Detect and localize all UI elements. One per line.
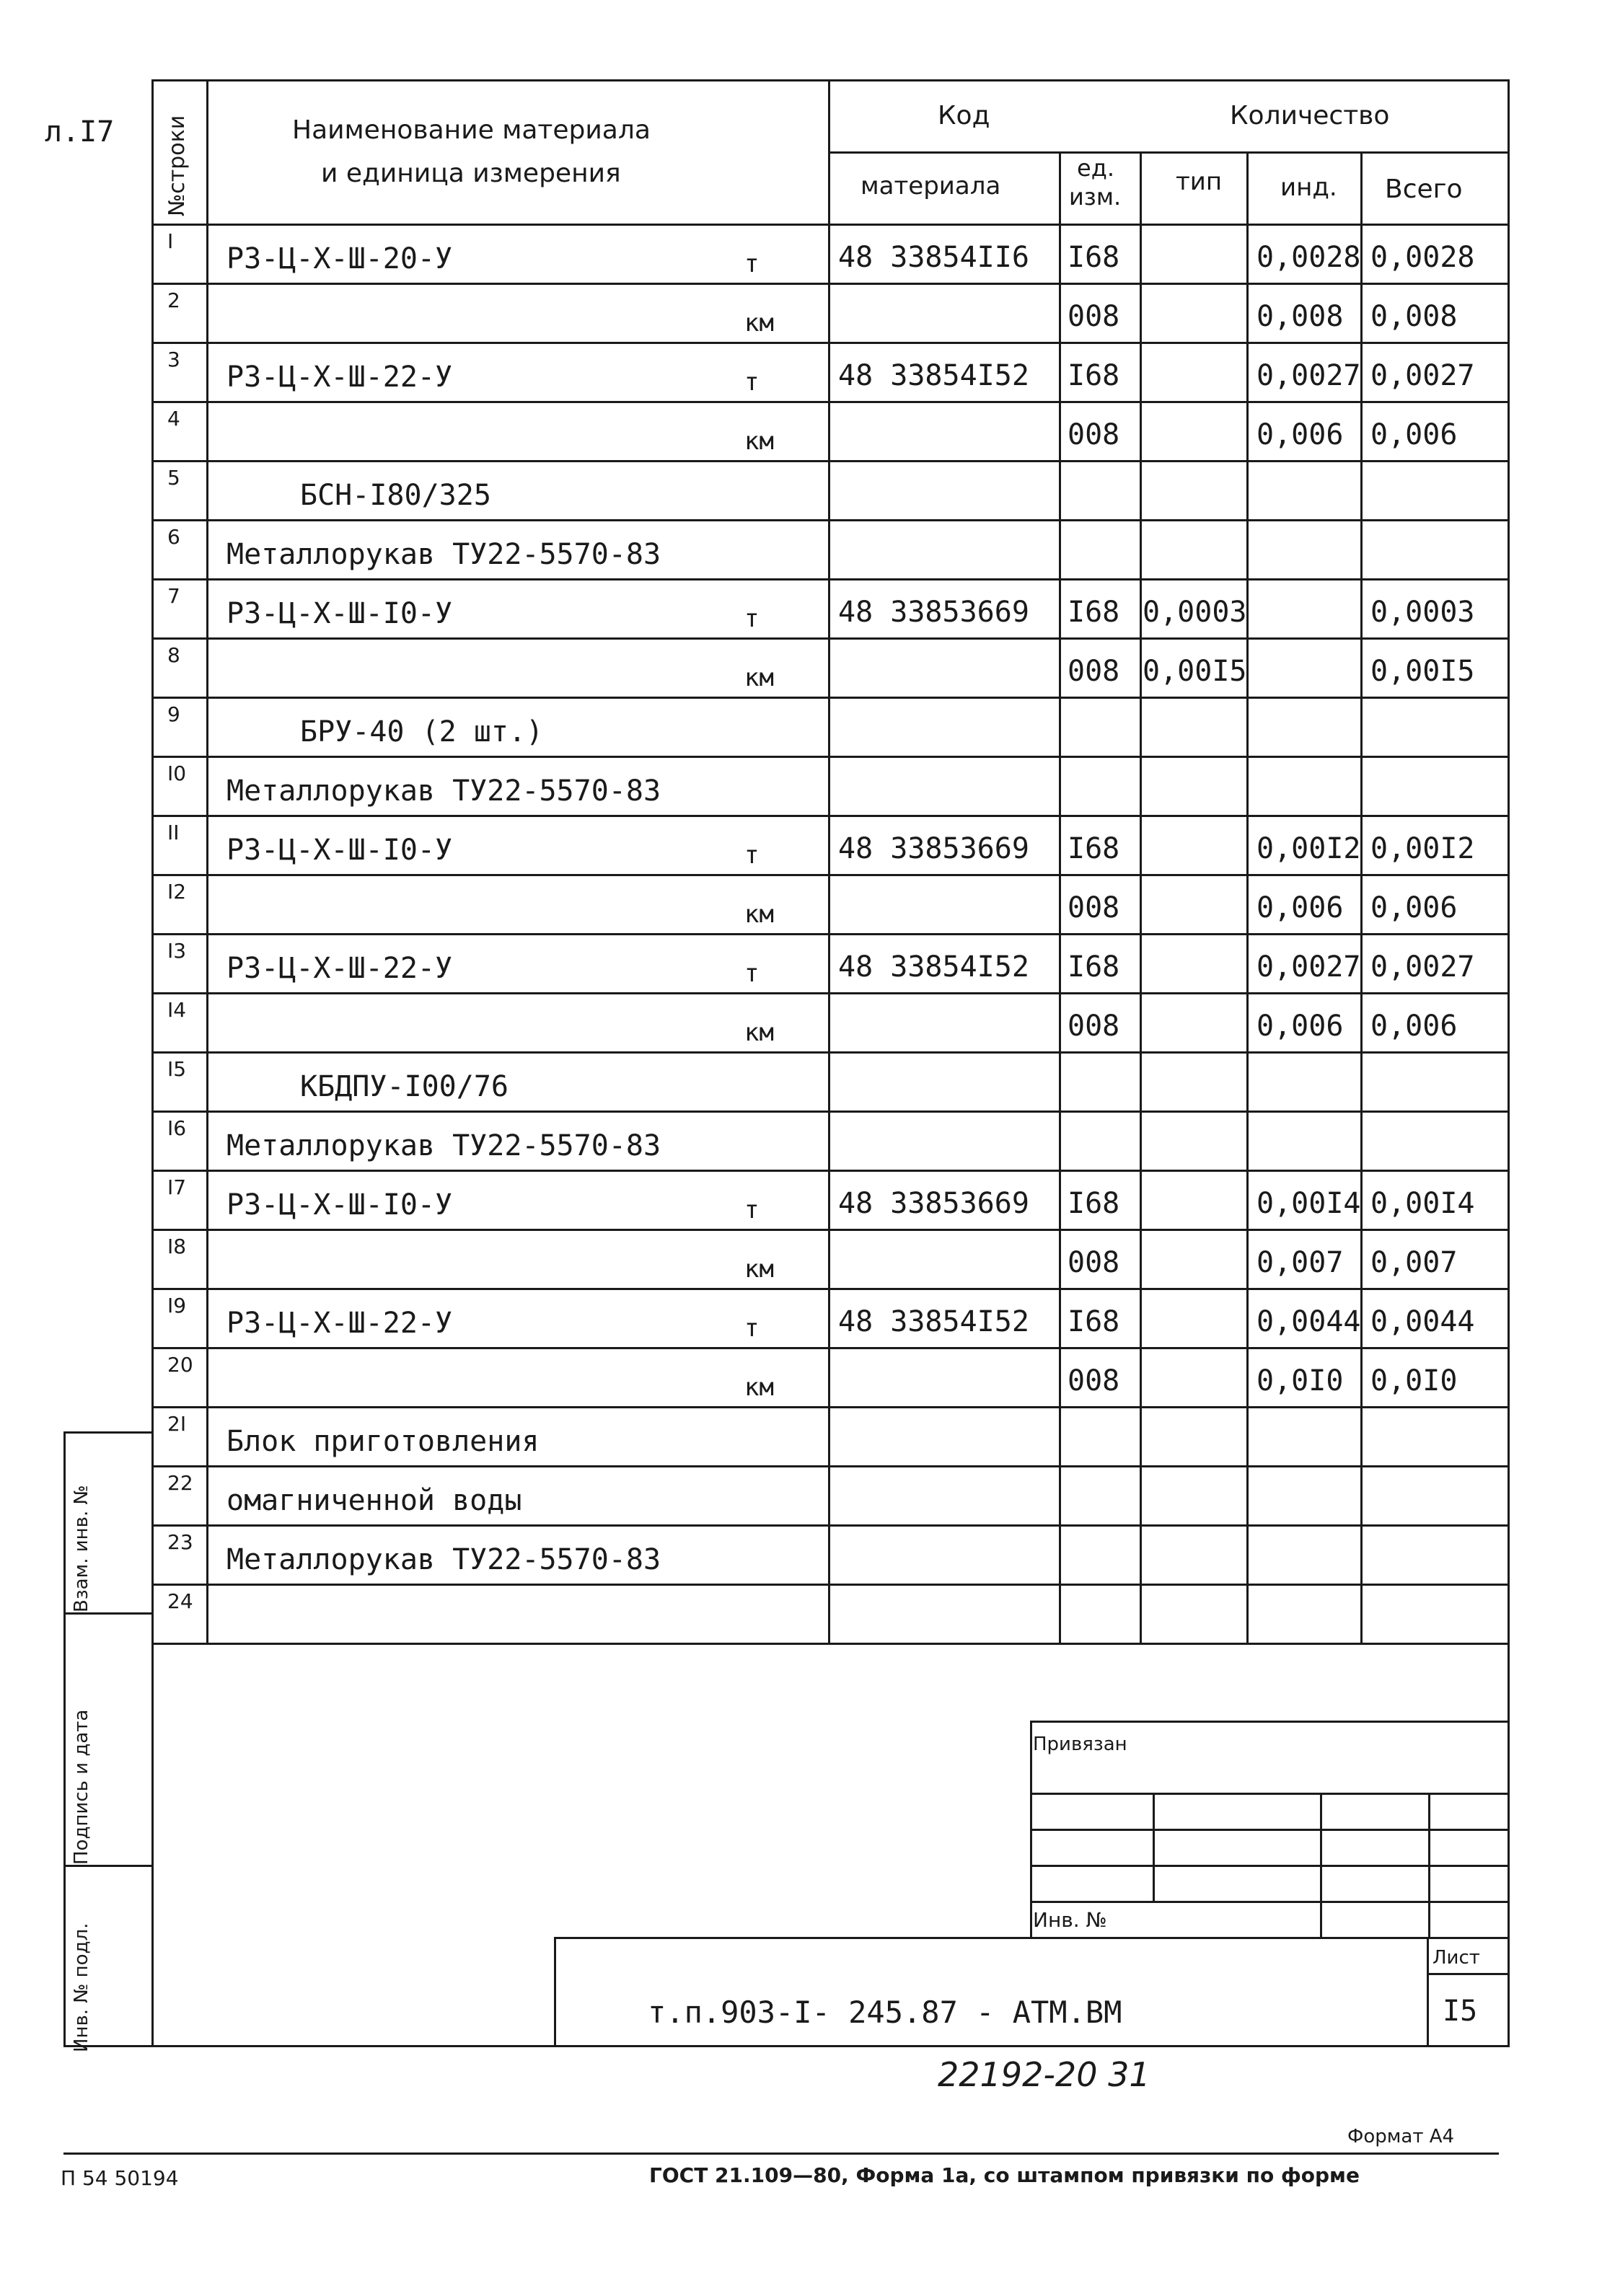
column-line xyxy=(1246,151,1249,1643)
unit-short: км xyxy=(744,427,774,456)
row-number: I0 xyxy=(167,761,187,785)
stamp-row-line xyxy=(1030,1829,1508,1831)
material-name: РЗ-Ц-Х-Ш-22-У xyxy=(226,1307,453,1340)
quantity-total: 0,008 xyxy=(1370,300,1458,333)
row-number: 4 xyxy=(167,407,180,430)
unit-short: км xyxy=(744,663,774,692)
quantity-total: 0,0027 xyxy=(1370,359,1475,392)
stamp-row-line xyxy=(1030,1793,1508,1795)
unit-code: I68 xyxy=(1068,950,1120,984)
unit-short: т xyxy=(744,368,760,397)
unit-code: I68 xyxy=(1068,1187,1120,1220)
side-label-inv-original: Инв. № подл. xyxy=(71,1922,92,2052)
frame-left xyxy=(151,1643,154,2045)
unit-code: 008 xyxy=(1068,1246,1120,1279)
material-name: КБДПУ-I00/76 xyxy=(300,1070,509,1103)
quantity-type: 0,00I5 xyxy=(1143,655,1247,688)
row-number: 2 xyxy=(167,288,180,312)
row-line xyxy=(151,1229,1508,1231)
footer-left-code: П 54 50194 xyxy=(61,2166,179,2190)
stamp-top-line xyxy=(1030,1721,1508,1723)
stamp-sheet-label: Лист xyxy=(1432,1947,1480,1969)
row-line xyxy=(151,1465,1508,1467)
quantity-total: 0,00I5 xyxy=(1370,655,1475,688)
stamp-attached-label: Привязан xyxy=(1033,1734,1127,1755)
column-line xyxy=(1140,151,1142,1643)
row-line xyxy=(151,756,1508,758)
material-name: РЗ-Ц-Х-Ш-I0-У xyxy=(226,1188,453,1222)
sheet-reference: л.I7 xyxy=(45,115,115,149)
side-label-vzam: Взам. инв. № xyxy=(71,1485,92,1612)
quantity-type: 0,0003 xyxy=(1143,596,1247,629)
material-name: Металлорукав ТУ22-5570-83 xyxy=(226,1129,661,1162)
unit-short: т xyxy=(744,1314,760,1343)
title-block-left xyxy=(554,1937,556,2045)
quantity-ind: 0,0027 xyxy=(1256,359,1361,392)
quantity-total: 0,006 xyxy=(1370,1010,1458,1043)
header-name-line1: Наименование материала xyxy=(292,115,651,145)
row-line xyxy=(151,1051,1508,1054)
unit-code: I68 xyxy=(1068,241,1120,274)
stamp-col-line xyxy=(1153,1793,1155,1901)
quantity-total: 0,00I4 xyxy=(1370,1187,1475,1220)
row-number: I7 xyxy=(167,1175,187,1199)
margin-strip-left xyxy=(63,1431,66,2045)
header-unit-line1: ед. xyxy=(1077,154,1114,182)
row-number: I6 xyxy=(167,1116,187,1140)
frame-right xyxy=(1508,1643,1510,2045)
footer-rule xyxy=(63,2152,1499,2155)
header-total: Всего xyxy=(1385,175,1463,204)
row-line xyxy=(151,815,1508,817)
material-code: 48 33853669 xyxy=(838,832,1029,865)
row-line xyxy=(151,342,1508,344)
unit-code: 008 xyxy=(1068,300,1120,333)
row-line xyxy=(151,460,1508,462)
header-type: тип xyxy=(1176,167,1223,196)
row-line xyxy=(151,1170,1508,1172)
quantity-ind: 0,0I0 xyxy=(1256,1364,1344,1398)
unit-code: I68 xyxy=(1068,359,1120,392)
row-line xyxy=(151,401,1508,403)
row-number: 6 xyxy=(167,525,180,549)
footer-gost-note: ГОСТ 21.109—80, Форма 1а, со штампом привязки по форме xyxy=(649,2163,1360,2187)
row-line xyxy=(151,1111,1508,1113)
row-number: 20 xyxy=(167,1353,193,1377)
quantity-total: 0,007 xyxy=(1370,1246,1458,1279)
quantity-total: 0,0003 xyxy=(1370,596,1475,629)
row-number: 23 xyxy=(167,1530,193,1554)
row-line xyxy=(151,1584,1508,1586)
unit-code: I68 xyxy=(1068,832,1120,865)
row-number: I3 xyxy=(167,939,187,963)
header-row-number: №строки xyxy=(164,115,190,216)
quantity-ind: 0,0027 xyxy=(1256,950,1361,984)
unit-code: 008 xyxy=(1068,891,1120,924)
row-number: 5 xyxy=(167,466,180,490)
row-line xyxy=(151,1406,1508,1408)
unit-short: т xyxy=(744,959,760,988)
row-line xyxy=(151,1347,1508,1349)
stamp-row-line xyxy=(1030,1865,1508,1867)
unit-short: км xyxy=(744,900,774,929)
row-number: 3 xyxy=(167,348,180,371)
unit-code: 008 xyxy=(1068,1364,1120,1398)
header-unit-line2: изм. xyxy=(1069,183,1122,211)
row-number: I4 xyxy=(167,998,187,1022)
unit-short: км xyxy=(744,309,774,337)
material-name: Металлорукав ТУ22-5570-83 xyxy=(226,538,661,571)
column-line xyxy=(1059,151,1061,1643)
material-name: омагниченной воды xyxy=(226,1484,522,1517)
header-ind: инд. xyxy=(1280,173,1337,202)
material-name: БРУ-40 (2 шт.) xyxy=(300,715,544,749)
header-name-line2: и единица измерения xyxy=(321,159,621,188)
unit-code: 008 xyxy=(1068,655,1120,688)
row-number: I xyxy=(167,229,174,253)
row-line xyxy=(151,578,1508,580)
column-line xyxy=(1508,79,1510,1643)
row-line xyxy=(151,874,1508,876)
material-name: РЗ-Ц-Х-Ш-22-У xyxy=(226,361,453,394)
unit-short: т xyxy=(744,250,760,278)
row-line xyxy=(151,1524,1508,1527)
row-number: 9 xyxy=(167,702,180,726)
unit-code: I68 xyxy=(1068,596,1120,629)
material-name: РЗ-Ц-Х-Ш-20-У xyxy=(226,242,453,275)
unit-code: 008 xyxy=(1068,1010,1120,1043)
quantity-total: 0,0027 xyxy=(1370,950,1475,984)
quantity-ind: 0,006 xyxy=(1256,418,1344,451)
row-number: I2 xyxy=(167,880,187,904)
row-number: II xyxy=(167,821,180,844)
quantity-total: 0,0028 xyxy=(1370,241,1475,274)
quantity-ind: 0,008 xyxy=(1256,300,1344,333)
document-designation: т.п.903-I- 245.87 - АТМ.ВМ xyxy=(648,1995,1122,2030)
row-line xyxy=(151,519,1508,521)
unit-code: I68 xyxy=(1068,1305,1120,1338)
quantity-total: 0,00I2 xyxy=(1370,832,1475,865)
unit-short: км xyxy=(744,1255,774,1284)
unit-short: т xyxy=(744,841,760,870)
quantity-total: 0,0I0 xyxy=(1370,1364,1458,1398)
quantity-ind: 0,006 xyxy=(1256,891,1344,924)
row-line xyxy=(151,933,1508,935)
unit-short: км xyxy=(744,1373,774,1402)
quantity-ind: 0,0044 xyxy=(1256,1305,1361,1338)
title-block-top xyxy=(554,1937,1508,1939)
header-quantity: Количество xyxy=(1230,101,1390,131)
material-name: БСН-I80/325 xyxy=(300,479,491,512)
handwritten-number: 22192-20 31 xyxy=(938,2055,1150,2094)
row-line xyxy=(151,697,1508,699)
unit-code: 008 xyxy=(1068,418,1120,451)
material-name: Металлорукав ТУ22-5570-83 xyxy=(226,774,661,808)
side-label-signature: Подпись и дата xyxy=(71,1709,92,1865)
row-number: 22 xyxy=(167,1471,193,1495)
format-label: Формат А4 xyxy=(1347,2126,1455,2147)
title-block-sheet-col xyxy=(1427,1937,1429,2045)
material-code: 48 33854I52 xyxy=(838,1305,1029,1338)
row-number: 8 xyxy=(167,643,180,667)
row-line xyxy=(151,283,1508,285)
material-code: 48 33853669 xyxy=(838,1187,1029,1220)
row-number: I9 xyxy=(167,1294,187,1317)
stamp-inventory-label: Инв. № xyxy=(1033,1908,1107,1932)
material-name: РЗ-Ц-Х-Ш-I0-У xyxy=(226,597,453,630)
row-number: 7 xyxy=(167,584,180,608)
quantity-ind: 0,006 xyxy=(1256,1010,1344,1043)
margin-strip-divider xyxy=(63,1865,151,1867)
material-name: РЗ-Ц-Х-Ш-I0-У xyxy=(226,834,453,867)
material-code: 48 33854I52 xyxy=(838,950,1029,984)
material-code: 48 33854I52 xyxy=(838,359,1029,392)
row-line xyxy=(151,1643,1508,1645)
quantity-ind: 0,00I4 xyxy=(1256,1187,1361,1220)
header-material: материала xyxy=(861,172,1001,200)
quantity-total: 0,006 xyxy=(1370,891,1458,924)
row-number: 2I xyxy=(167,1412,187,1436)
material-name: Блок приготовления xyxy=(226,1425,540,1458)
material-name: Металлорукав ТУ22-5570-83 xyxy=(226,1543,661,1576)
row-line xyxy=(151,992,1508,994)
unit-short: т xyxy=(744,1196,760,1224)
material-code: 48 33853669 xyxy=(838,596,1029,629)
margin-strip-divider xyxy=(63,1612,151,1615)
quantity-ind: 0,0028 xyxy=(1256,241,1361,274)
stamp-col-line xyxy=(1428,1793,1430,1937)
quantity-total: 0,0044 xyxy=(1370,1305,1475,1338)
title-block-sheet-divider xyxy=(1427,1973,1508,1975)
unit-short: т xyxy=(744,604,760,633)
frame-bottom xyxy=(151,2045,1510,2047)
material-name: РЗ-Ц-Х-Ш-22-У xyxy=(226,952,453,985)
stamp-col-line xyxy=(1320,1793,1322,1937)
material-code: 48 33854II6 xyxy=(838,241,1029,274)
stamp-row-line xyxy=(1030,1901,1508,1903)
stamp-sheet-number: I5 xyxy=(1443,1995,1478,2028)
quantity-total: 0,006 xyxy=(1370,418,1458,451)
row-line xyxy=(151,637,1508,640)
row-number: 24 xyxy=(167,1589,193,1613)
quantity-ind: 0,007 xyxy=(1256,1246,1344,1279)
quantity-ind: 0,00I2 xyxy=(1256,832,1361,865)
row-line xyxy=(151,1288,1508,1290)
row-number: I8 xyxy=(167,1235,187,1258)
header-divider xyxy=(828,151,1508,154)
unit-short: км xyxy=(744,1018,774,1047)
header-code: Код xyxy=(938,101,990,131)
margin-strip-top xyxy=(63,1431,151,1434)
row-number: I5 xyxy=(167,1057,187,1081)
